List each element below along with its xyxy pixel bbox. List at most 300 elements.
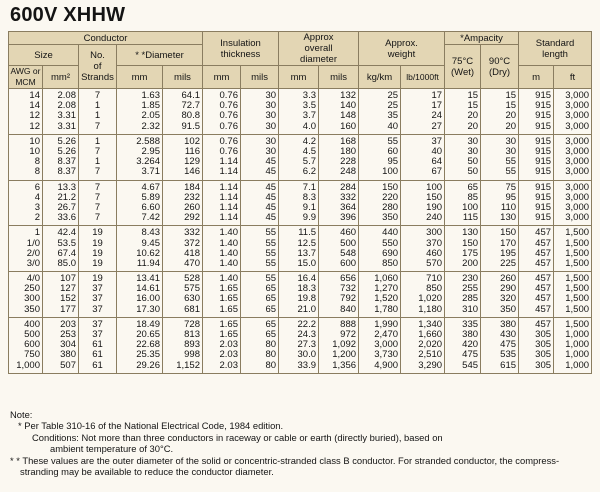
cell-ampacity-75c: 15 [445,101,481,111]
cell-ampacity-90c: 320 [481,294,519,304]
note-ampacity: * Per Table 310-16 of the National Electrical Code, 1984 edition. [18,420,284,432]
cell-weight-lb1000ft: 460 [401,249,445,259]
table-row [9,317,592,330]
cell-diameter-mm: 11.94 [117,259,163,272]
notes [10,409,590,477]
cell-insulation-mm: 1.65 [203,305,241,318]
cell-awg: 1 [9,226,43,239]
cell-diameter-mils: 184 [163,180,203,193]
cell-length-m: 457 [519,294,554,304]
cell-diameter-mm: 2.588 [117,134,163,147]
cell-weight-lb1000ft: 850 [401,284,445,294]
cell-diameter-mils: 146 [163,167,203,180]
header-approx-diameter [279,32,359,66]
cell-insulation-mm: 1.14 [203,213,241,226]
cell-diameter-mm: 10.62 [117,249,163,259]
cell-od-mm: 9.1 [279,203,319,213]
cell-od-mm: 21.0 [279,305,319,318]
cell-od-mils: 548 [319,249,359,259]
cell-strands: 7 [79,89,117,102]
cell-strands: 7 [79,147,117,157]
cell-weight-kgkm: 150 [359,180,401,193]
header-mm2: mm² [43,66,79,89]
header-90c-dry: (Dry) [488,66,511,78]
cell-weight-lb1000ft: 2,020 [401,340,445,350]
cell-od-mils: 460 [319,226,359,239]
cell-ampacity-90c: 170 [481,238,519,248]
table-row [9,122,592,135]
cell-diameter-mils: 91.5 [163,122,203,135]
cell-ampacity-90c: 110 [481,203,519,213]
cell-ampacity-75c: 310 [445,305,481,318]
cell-diameter-mm: 25.35 [117,350,163,360]
cell-weight-lb1000ft: 300 [401,226,445,239]
cell-length-m: 915 [519,167,554,180]
cell-awg: 3/0 [9,259,43,272]
cell-ampacity-75c: 230 [445,272,481,285]
cell-length-m: 457 [519,317,554,330]
cell-ampacity-75c: 20 [445,111,481,121]
cell-ampacity-90c: 350 [481,305,519,318]
cell-mm2: 107 [43,272,79,285]
cell-ampacity-75c: 475 [445,350,481,360]
cell-length-ft: 3,000 [554,167,592,180]
cell-length-ft: 1,500 [554,284,592,294]
table-row [9,89,592,102]
cell-diameter-mils: 129 [163,157,203,167]
cell-weight-lb1000ft: 1,020 [401,294,445,304]
cell-weight-lb1000ft: 190 [401,203,445,213]
cell-strands: 7 [79,213,117,226]
cell-diameter-mm: 1.85 [117,101,163,111]
cell-length-m: 915 [519,122,554,135]
cell-ampacity-75c: 175 [445,249,481,259]
cell-ampacity-75c: 30 [445,147,481,157]
header-90c [481,45,519,89]
cell-weight-lb1000ft: 1,340 [401,317,445,330]
cell-od-mils: 248 [319,167,359,180]
header-weight-lb1000ft: lb/1000ft [401,66,445,89]
cell-ampacity-90c: 55 [481,167,519,180]
cell-weight-lb1000ft: 240 [401,213,445,226]
cell-strands: 37 [79,294,117,304]
cell-insulation-mils: 30 [241,122,279,135]
cell-od-mm: 3.7 [279,111,319,121]
header-strands [79,45,117,89]
cell-awg: 12 [9,122,43,135]
cell-diameter-mm: 2.32 [117,122,163,135]
cell-length-ft: 1,500 [554,272,592,285]
cell-mm2: 203 [43,317,79,330]
cell-insulation-mils: 80 [241,361,279,374]
cell-length-m: 305 [519,340,554,350]
cell-strands: 1 [79,111,117,121]
cell-od-mm: 16.4 [279,272,319,285]
header-strands-line1: No. [90,50,105,61]
cell-weight-kgkm: 690 [359,249,401,259]
cell-diameter-mm: 3.264 [117,157,163,167]
table-row [9,259,592,272]
cell-od-mils: 132 [319,89,359,102]
cell-length-ft: 1,500 [554,305,592,318]
cell-diameter-mils: 728 [163,317,203,330]
table-row [9,180,592,193]
cell-awg: 14 [9,89,43,102]
cell-length-m: 305 [519,350,554,360]
cell-diameter-mils: 116 [163,147,203,157]
cell-awg: 2/0 [9,249,43,259]
cell-od-mm: 7.1 [279,180,319,193]
table-row [9,134,592,147]
cell-ampacity-75c: 150 [445,238,481,248]
cell-length-m: 305 [519,361,554,374]
cell-mm2: 2.08 [43,89,79,102]
cell-mm2: 380 [43,350,79,360]
header-insulation [203,32,279,66]
cell-length-ft: 3,000 [554,203,592,213]
cell-awg: 350 [9,305,43,318]
cell-strands: 61 [79,340,117,350]
cell-od-mm: 4.0 [279,122,319,135]
cell-insulation-mils: 65 [241,284,279,294]
table-row [9,361,592,374]
cell-od-mils: 600 [319,259,359,272]
cell-awg: 1,000 [9,361,43,374]
cell-length-m: 457 [519,272,554,285]
cell-diameter-mm: 9.45 [117,238,163,248]
cell-mm2: 2.08 [43,101,79,111]
cell-od-mm: 3.5 [279,101,319,111]
table-row [9,226,592,239]
cell-ampacity-90c: 475 [481,340,519,350]
cell-insulation-mils: 30 [241,101,279,111]
cell-ampacity-90c: 30 [481,147,519,157]
cell-awg: 3 [9,203,43,213]
cell-od-mm: 27.3 [279,340,319,350]
cell-diameter-mils: 998 [163,350,203,360]
cell-weight-lb1000ft: 40 [401,147,445,157]
cell-insulation-mils: 45 [241,213,279,226]
cell-ampacity-90c: 130 [481,213,519,226]
cell-awg: 8 [9,157,43,167]
cell-insulation-mm: 1.40 [203,226,241,239]
header-75c [445,45,481,89]
cell-strands: 37 [79,305,117,318]
cell-diameter-mm: 22.68 [117,340,163,350]
cell-diameter-mils: 102 [163,134,203,147]
note-conditions-cont: ambient temperature of 30°C. [50,443,174,455]
cell-od-mils: 228 [319,157,359,167]
cell-strands: 19 [79,238,117,248]
header-length-m: m [519,66,554,89]
cell-weight-kgkm: 1,990 [359,317,401,330]
cell-od-mils: 792 [319,294,359,304]
cell-insulation-mm: 1.14 [203,180,241,193]
cell-ampacity-90c: 380 [481,317,519,330]
cell-diameter-mils: 372 [163,238,203,248]
cell-od-mils: 160 [319,122,359,135]
cell-length-m: 457 [519,305,554,318]
cell-ampacity-75c: 115 [445,213,481,226]
cell-mm2: 67.4 [43,249,79,259]
cell-diameter-mils: 681 [163,305,203,318]
cell-weight-kgkm: 440 [359,226,401,239]
cell-insulation-mm: 2.03 [203,361,241,374]
cell-awg: 4/0 [9,272,43,285]
header-approx-weight-line2: weight [387,48,416,60]
cell-od-mils: 140 [319,101,359,111]
cell-insulation-mils: 30 [241,134,279,147]
cell-insulation-mm: 1.65 [203,330,241,340]
cell-strands: 37 [79,330,117,340]
cell-ampacity-75c: 30 [445,134,481,147]
cell-weight-kgkm: 850 [359,259,401,272]
cell-weight-kgkm: 550 [359,238,401,248]
cell-ampacity-75c: 255 [445,284,481,294]
cell-weight-kgkm: 220 [359,193,401,203]
cell-length-ft: 3,000 [554,213,592,226]
cell-diameter-mils: 1,152 [163,361,203,374]
cell-od-mm: 9.9 [279,213,319,226]
cell-insulation-mm: 1.14 [203,203,241,213]
note-conditions: Conditions: Not more than three conductors in raceway or cable or earth (directly buried), based on [32,431,443,443]
cell-od-mils: 656 [319,272,359,285]
cell-awg: 4 [9,193,43,203]
cell-diameter-mils: 260 [163,203,203,213]
cell-od-mils: 732 [319,284,359,294]
cell-mm2: 177 [43,305,79,318]
header-weight-kgkm: kg/km [359,66,401,89]
cell-ampacity-75c: 200 [445,259,481,272]
cell-ampacity-75c: 20 [445,122,481,135]
cell-ampacity-90c: 55 [481,157,519,167]
cell-od-mils: 396 [319,213,359,226]
cell-diameter-mils: 893 [163,340,203,350]
cell-diameter-mils: 80.8 [163,111,203,121]
cell-length-m: 915 [519,157,554,167]
cell-ampacity-90c: 15 [481,101,519,111]
cell-od-mm: 33.9 [279,361,319,374]
header-ampacity: *Ampacity [445,32,519,45]
cell-length-m: 915 [519,193,554,203]
cell-weight-kgkm: 40 [359,122,401,135]
cell-od-mils: 1,092 [319,340,359,350]
table-row [9,350,592,360]
cell-strands: 7 [79,180,117,193]
cell-weight-kgkm: 25 [359,89,401,102]
table-row [9,167,592,180]
cell-insulation-mm: 1.65 [203,294,241,304]
cell-ampacity-75c: 545 [445,361,481,374]
cell-mm2: 21.2 [43,193,79,203]
cell-ampacity-75c: 85 [445,193,481,203]
cell-diameter-mm: 7.42 [117,213,163,226]
cell-awg: 2 [9,213,43,226]
cell-insulation-mm: 1.65 [203,284,241,294]
cell-awg: 500 [9,330,43,340]
cell-mm2: 507 [43,361,79,374]
cell-awg: 750 [9,350,43,360]
cell-length-ft: 3,000 [554,89,592,102]
header-strands-line3: Strands [81,72,114,83]
cell-od-mm: 8.3 [279,193,319,203]
cell-ampacity-75c: 50 [445,157,481,167]
cell-length-ft: 3,000 [554,111,592,121]
cell-strands: 61 [79,361,117,374]
cell-ampacity-90c: 430 [481,330,519,340]
cell-diameter-mm: 2.05 [117,111,163,121]
cell-weight-lb1000ft: 24 [401,111,445,121]
cell-length-m: 915 [519,203,554,213]
cell-insulation-mils: 30 [241,111,279,121]
cell-length-m: 457 [519,238,554,248]
cell-insulation-mm: 0.76 [203,147,241,157]
header-diameter-mils: mils [163,66,203,89]
cell-od-mils: 1,356 [319,361,359,374]
cell-diameter-mm: 16.00 [117,294,163,304]
cell-insulation-mils: 45 [241,193,279,203]
cell-insulation-mils: 65 [241,317,279,330]
cell-length-ft: 1,000 [554,340,592,350]
cell-weight-kgkm: 60 [359,147,401,157]
cell-strands: 61 [79,350,117,360]
cell-ampacity-90c: 15 [481,89,519,102]
cell-diameter-mm: 29.26 [117,361,163,374]
cell-mm2: 8.37 [43,157,79,167]
header-awg-line2: MCM [15,77,36,87]
cell-ampacity-75c: 420 [445,340,481,350]
cell-length-m: 915 [519,89,554,102]
cell-od-mm: 5.7 [279,157,319,167]
cell-length-ft: 1,500 [554,317,592,330]
cell-length-ft: 1,000 [554,361,592,374]
cell-strands: 7 [79,193,117,203]
cell-awg: 6 [9,180,43,193]
cell-ampacity-90c: 260 [481,272,519,285]
header-insulation-mm: mm [203,66,241,89]
cell-od-mm: 11.5 [279,226,319,239]
cell-weight-kgkm: 1,060 [359,272,401,285]
header-standard-length-line2: length [542,48,568,60]
cell-diameter-mm: 2.95 [117,147,163,157]
cell-diameter-mm: 8.43 [117,226,163,239]
cell-strands: 19 [79,226,117,239]
header-approx-diameter-line1: Approx [303,32,334,43]
cell-od-mm: 19.8 [279,294,319,304]
cell-insulation-mils: 55 [241,226,279,239]
cell-diameter-mm: 6.60 [117,203,163,213]
header-standard-length [519,32,592,66]
cell-length-m: 457 [519,226,554,239]
cell-insulation-mm: 0.76 [203,111,241,121]
cell-od-mils: 1,200 [319,350,359,360]
cell-insulation-mils: 65 [241,305,279,318]
cell-insulation-mils: 65 [241,294,279,304]
cell-ampacity-75c: 65 [445,180,481,193]
cell-strands: 19 [79,249,117,259]
cell-weight-kgkm: 3,000 [359,340,401,350]
cell-insulation-mm: 1.14 [203,193,241,203]
cell-strands: 19 [79,272,117,285]
cell-strands: 7 [79,167,117,180]
cell-length-ft: 3,000 [554,134,592,147]
cell-awg: 250 [9,284,43,294]
note-diameter: * * These values are the outer diameter of the solid or concentric-stranded class B conductor. For stranded conductor, the compress-stranding may be available to reduce the conductor diameter. [10,454,560,478]
cell-diameter-mils: 813 [163,330,203,340]
cell-weight-lb1000ft: 1,660 [401,330,445,340]
cell-diameter-mm: 4.67 [117,180,163,193]
cell-insulation-mils: 55 [241,272,279,285]
cell-ampacity-90c: 195 [481,249,519,259]
cell-weight-lb1000ft: 27 [401,122,445,135]
cell-weight-kgkm: 35 [359,111,401,121]
cell-weight-kgkm: 3,730 [359,350,401,360]
cell-length-ft: 3,000 [554,101,592,111]
page-title: 600V XHHW [10,4,126,26]
cell-diameter-mm: 5.89 [117,193,163,203]
cell-weight-lb1000ft: 64 [401,157,445,167]
cell-weight-kgkm: 55 [359,134,401,147]
cell-length-m: 915 [519,101,554,111]
cell-insulation-mils: 55 [241,238,279,248]
cell-mm2: 3.31 [43,111,79,121]
cell-length-m: 457 [519,284,554,294]
cell-awg: 1/0 [9,238,43,248]
cell-mm2: 127 [43,284,79,294]
cell-insulation-mm: 1.40 [203,238,241,248]
cell-ampacity-90c: 225 [481,259,519,272]
cell-diameter-mils: 332 [163,226,203,239]
cell-mm2: 304 [43,340,79,350]
cell-weight-lb1000ft: 100 [401,180,445,193]
cell-weight-lb1000ft: 710 [401,272,445,285]
xhhw-spec-table [8,31,592,374]
cell-weight-lb1000ft: 370 [401,238,445,248]
cell-diameter-mils: 470 [163,259,203,272]
cell-mm2: 33.6 [43,213,79,226]
cell-diameter-mm: 20.65 [117,330,163,340]
cell-weight-lb1000ft: 17 [401,101,445,111]
cell-mm2: 13.3 [43,180,79,193]
cell-strands: 7 [79,203,117,213]
cell-weight-kgkm: 1,520 [359,294,401,304]
cell-diameter-mils: 232 [163,193,203,203]
cell-length-m: 305 [519,330,554,340]
cell-insulation-mm: 0.76 [203,89,241,102]
cell-insulation-mils: 80 [241,340,279,350]
cell-insulation-mm: 1.40 [203,249,241,259]
cell-strands: 1 [79,157,117,167]
cell-insulation-mm: 0.76 [203,101,241,111]
cell-length-m: 915 [519,111,554,121]
cell-insulation-mm: 2.03 [203,340,241,350]
cell-diameter-mm: 14.61 [117,284,163,294]
notes-heading: Note: [10,409,33,420]
cell-weight-kgkm: 280 [359,203,401,213]
cell-ampacity-75c: 285 [445,294,481,304]
header-approx-diameter-line2: overall [304,43,333,54]
cell-awg: 600 [9,340,43,350]
cell-mm2: 152 [43,294,79,304]
cell-strands: 37 [79,317,117,330]
cell-ampacity-75c: 335 [445,317,481,330]
cell-strands: 7 [79,122,117,135]
cell-weight-kgkm: 95 [359,157,401,167]
header-approx-diameter-line3: diameter [300,54,337,65]
cell-od-mils: 364 [319,203,359,213]
cell-length-ft: 1,000 [554,330,592,340]
cell-insulation-mils: 45 [241,157,279,167]
